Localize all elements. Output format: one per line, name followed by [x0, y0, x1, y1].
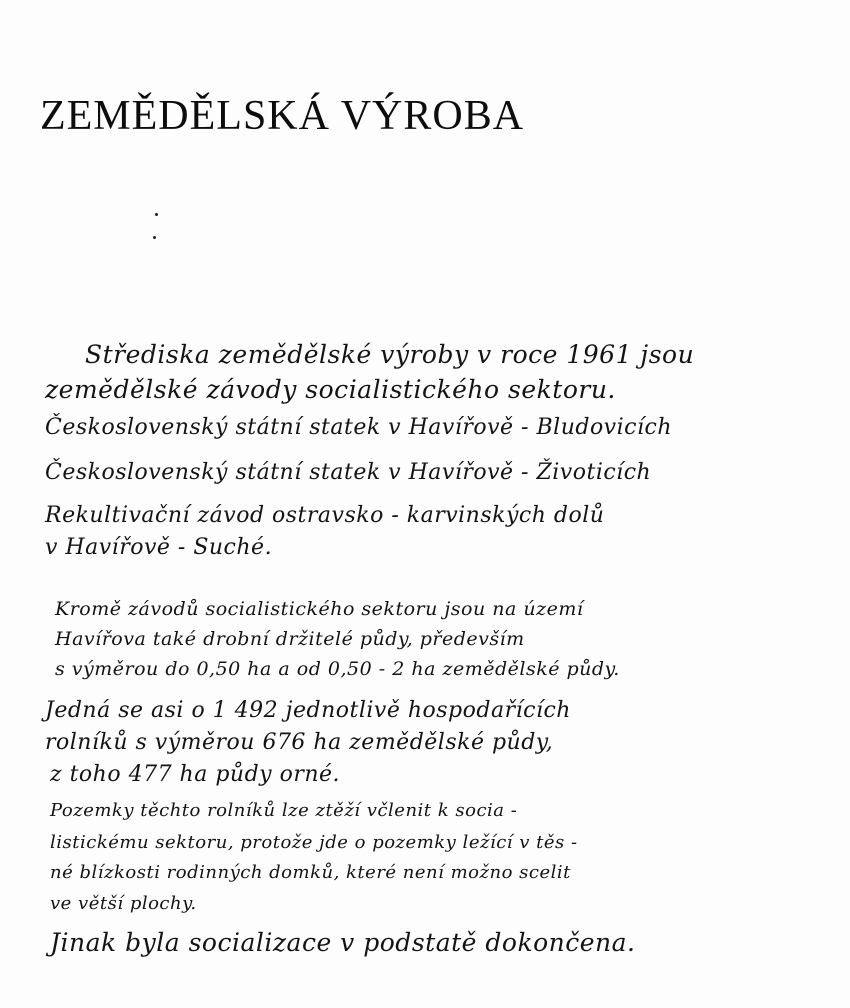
- handwritten-line: Střediska zemědělské výroby v roce 1961 jsou: [85, 340, 695, 369]
- handwritten-line: Jinak byla socializace v podstatě dokončena.: [50, 928, 636, 957]
- handwritten-line: Rekultivační závod ostravsko - karvinských dolů: [45, 503, 605, 528]
- handwritten-line: Československý státní statek v Havířově - Životicích: [45, 460, 652, 485]
- ink-speck: [153, 236, 156, 239]
- handwritten-line: rolníků s výměrou 676 ha zemědělské půdy,: [45, 730, 554, 755]
- handwritten-line: ve větší plochy.: [50, 893, 197, 914]
- handwritten-line: z toho 477 ha půdy orné.: [50, 762, 341, 787]
- handwritten-line: Jedná se asi o 1 492 jednotlivě hospodařících: [45, 698, 571, 723]
- handwritten-line: Havířova také drobní držitelé půdy, především: [55, 628, 525, 650]
- handwritten-line: né blízkosti rodinných domků, které není možno scelit: [50, 862, 571, 883]
- handwritten-line: s výměrou do 0,50 ha a od 0,50 - 2 ha zemědělské půdy.: [55, 658, 620, 680]
- handwritten-line: Kromě závodů socialistického sektoru jsou na území: [55, 598, 584, 620]
- page-title: ZEMĚDĚLSKÁ VÝROBA: [40, 93, 525, 139]
- handwritten-line: zemědělské závody socialistického sektoru.: [45, 375, 616, 404]
- handwritten-line: listickému sektoru, protože jde o pozemky ležící v těs -: [50, 832, 578, 853]
- ink-speck: [155, 213, 158, 216]
- handwritten-line: Československý státní statek v Havířově - Bludovicích: [45, 415, 672, 440]
- handwritten-line: Pozemky těchto rolníků lze ztěží včlenit k socia -: [50, 800, 518, 821]
- handwritten-line: v Havířově - Suché.: [45, 535, 273, 560]
